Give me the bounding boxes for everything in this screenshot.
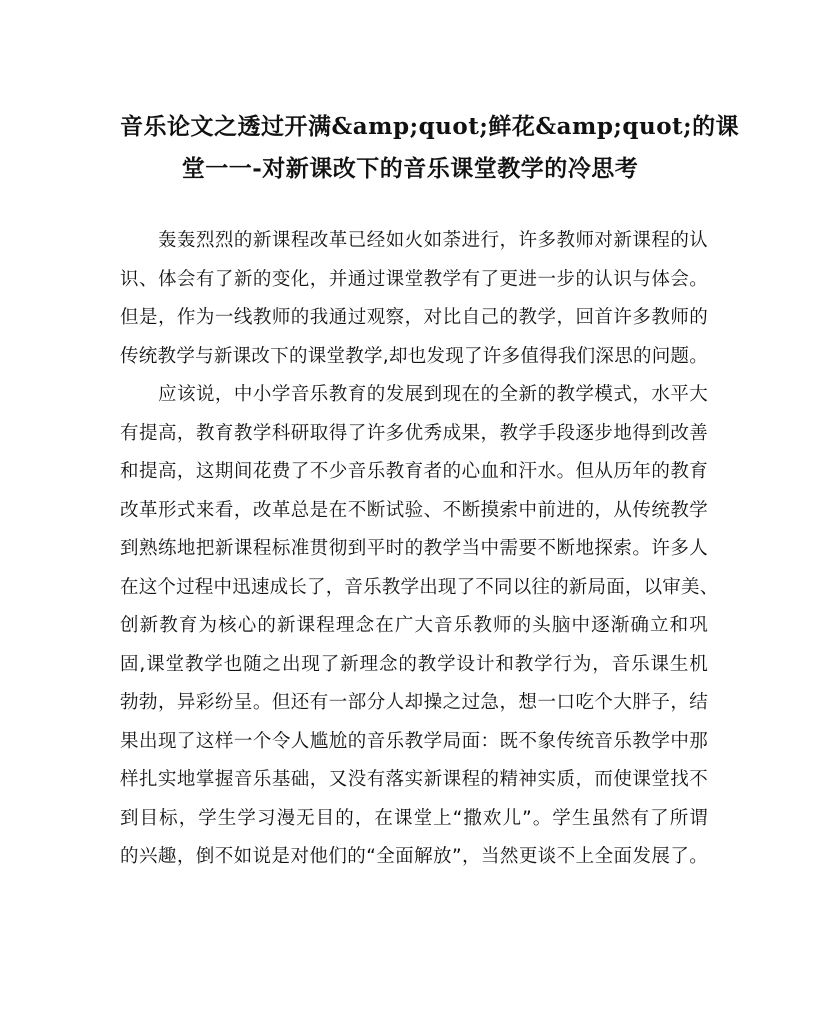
paragraph-line: 和提高，这期间花费了不少音乐教育者的心血和汗水。但从历年的教育 — [120, 461, 708, 482]
paragraph-line: 到目标，学生学习漫无目的，在课堂上“撒欢儿”。学生虽然有了所谓 — [120, 807, 708, 829]
paragraph-line: 到熟练地把新课程标准贯彻到平时的教学当中需要不断地探索。许多人 — [120, 538, 708, 559]
paragraph-line: 勃勃，异彩纷呈。但还有一部分人却操之过急，想一口吃个大胖子，结 — [120, 692, 708, 713]
paragraph-line: 应该说，中小学音乐教育的发展到现在的全新的教学模式，水平大 — [158, 384, 708, 405]
paragraph-line: 在这个过程中迅速成长了，音乐教学出现了不同以往的新局面，以审美、 — [120, 576, 719, 598]
document-body — [120, 222, 719, 877]
paragraph-line: 固,课堂教学也随之出现了新理念的教学设计和教学行为，音乐课生机 — [120, 653, 708, 675]
paragraph-line: 的兴趣，倒不如说是对他们的“全面解放”，当然更谈不上全面发展了。 — [120, 846, 708, 867]
paragraph-line: 改革形式来看，改革总是在不断试验、不断摸索中前进的，从传统教学 — [120, 499, 708, 521]
paragraph-line: 传统教学与新课改下的课堂教学,却也发现了许多值得我们深思的问题。 — [120, 345, 708, 367]
title-line: 音乐论文之透过开满&amp;quot;鲜花&amp;quot;的课 — [120, 113, 740, 140]
paragraph-line: 果出现了这样一个令人尴尬的音乐教学局面：既不象传统音乐教学中那 — [120, 730, 708, 752]
paragraph-line: 识、体会有了新的变化，并通过课堂教学有了更进一步的认识与体会。 — [120, 268, 708, 290]
paragraph-line: 有提高，教育教学科研取得了许多优秀成果，教学手段逐步地得到改善 — [120, 422, 708, 444]
title-line: 堂一一-对新课改下的音乐课堂教学的冷思考 — [181, 155, 639, 182]
paragraph-line: 但是，作为一线教师的我通过观察，对比自己的教学，回首许多教师的 — [120, 307, 708, 328]
document-title — [120, 106, 740, 190]
paragraph-line: 样扎实地掌握音乐基础，又没有落实新课程的精神实质，而使课堂找不 — [120, 769, 708, 790]
paragraph-line: 轰轰烈烈的新课程改革已经如火如荼进行，许多教师对新课程的认 — [158, 230, 708, 251]
paragraph-line: 创新教育为核心的新课程理念在广大音乐教师的头脑中逐渐确立和巩 — [120, 615, 708, 636]
